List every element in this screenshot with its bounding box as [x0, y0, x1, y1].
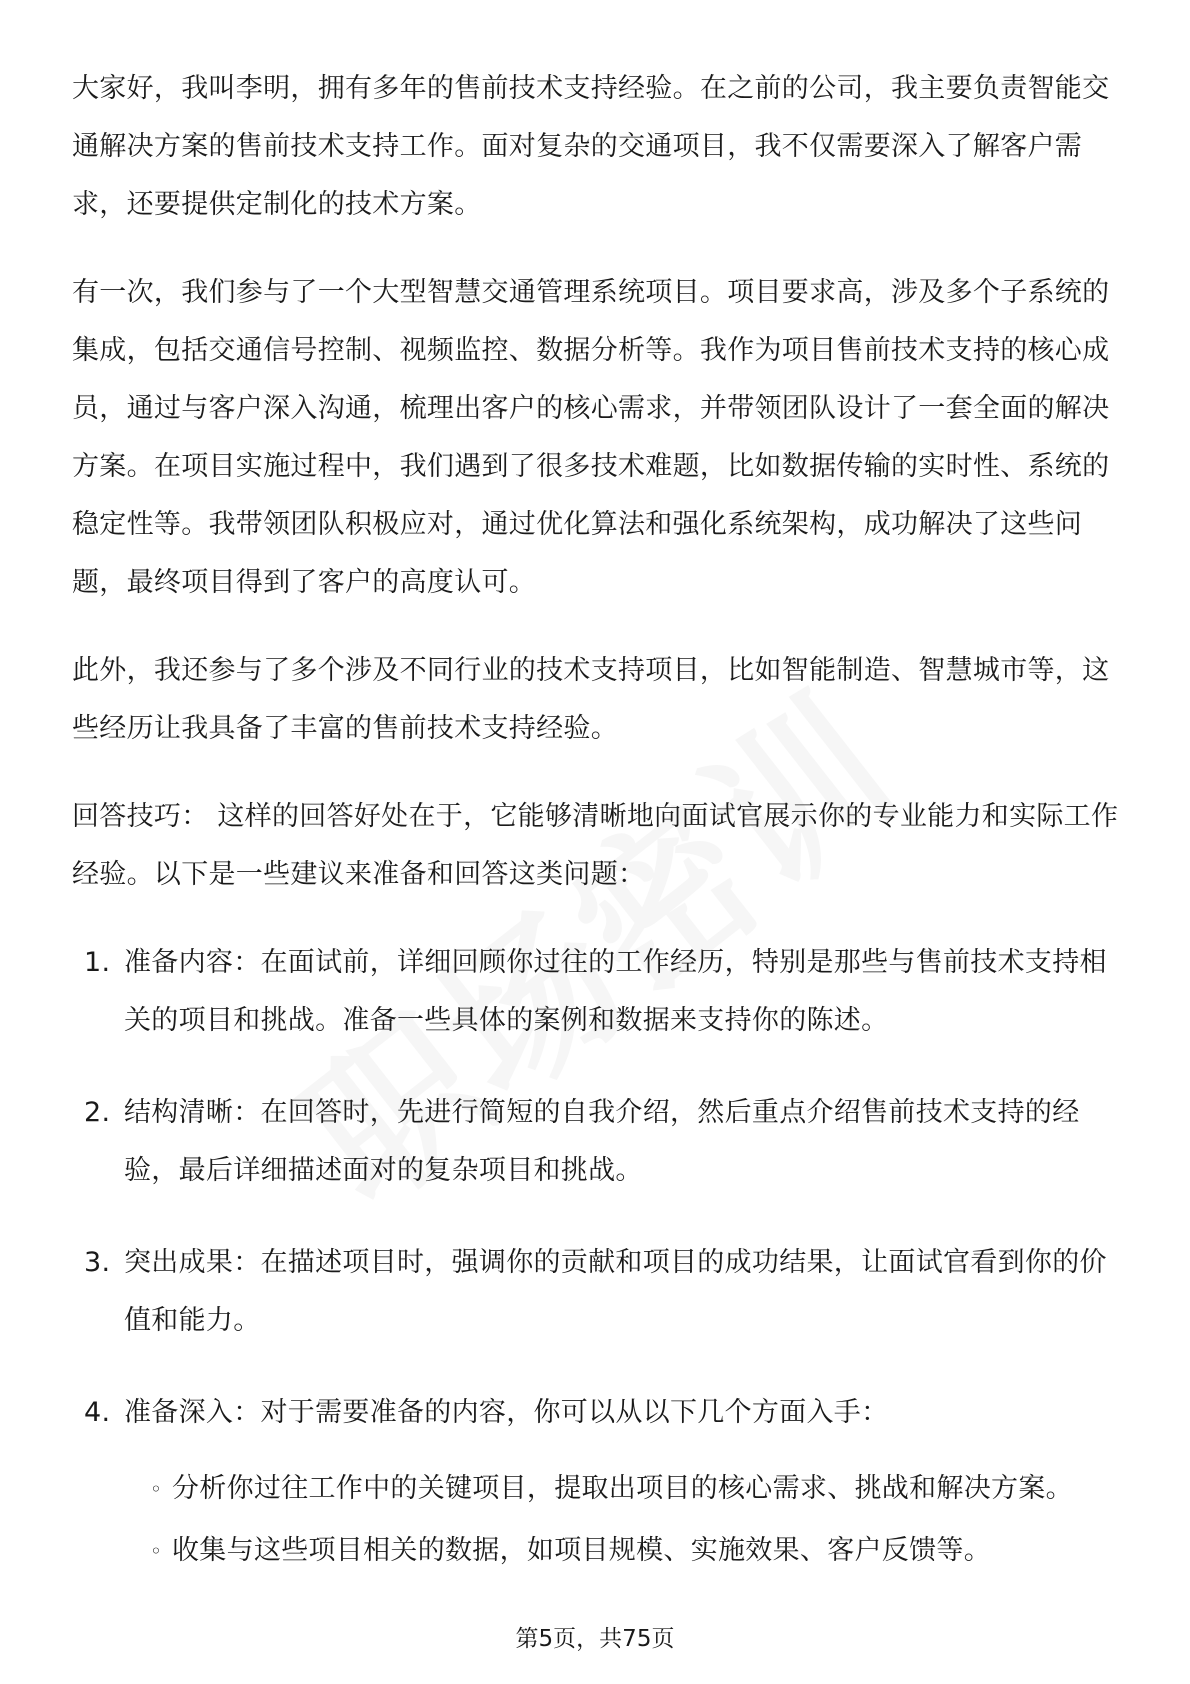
- paragraph-tips: 回答技巧： 这样的回答好处在于，它能够清晰地向面试官展示你的专业能力和实际工作经验。以下是一些建议来准备和回答这类问题：: [72, 801, 1119, 890]
- paragraph-other-projects: 此外，我还参与了多个涉及不同行业的技术支持项目，比如智能制造、智慧城市等，这些经历让我具备了丰富的售前技术支持经验。: [72, 655, 1110, 744]
- sub-list-item-text: 收集与这些项目相关的数据，如项目规模、实施效果、客户反馈等。: [172, 1535, 991, 1566]
- sub-list-item: [124, 1522, 1122, 1580]
- paragraph-intro: 大家好，我叫李明，拥有多年的售前技术支持经验。在之前的公司，我主要负责智能交通解决方案的售前技术支持工作。面对复杂的交通项目，我不仅需要深入了解客户需求，还要提供定制化的技术方案。: [72, 73, 1110, 220]
- list-number: 1.: [84, 947, 111, 978]
- list-number: 3.: [84, 1247, 111, 1278]
- list-item-text: 结构清晰：在回答时，先进行简短的自我介绍，然后重点介绍售前技术支持的经验，最后详细描述面对的复杂项目和挑战。: [124, 1097, 1080, 1186]
- list-number: 2.: [84, 1097, 111, 1128]
- list-number: 4.: [84, 1397, 111, 1428]
- paragraph-project: 有一次，我们参与了一个大型智慧交通管理系统项目。项目要求高，涉及多个子系统的集成，包括交通信号控制、视频监控、数据分析等。我作为项目售前技术支持的核心成员，通过与客户深入沟通，梳理出客户的核心需求，并带领团队设计了一套全面的解决方案。在项目实施过程中，我们遇到了很多技术难题，比如数据传输的实时性、系统的稳定性等。我带领团队积极应对，通过优化算法和强化系统架构，成功解决了这些问题，最终项目得到了客户的高度认可。: [72, 277, 1110, 598]
- tips-list: [72, 934, 1122, 1580]
- page-number: 第5页，共75页: [515, 1626, 675, 1652]
- list-item: [72, 1234, 1122, 1350]
- list-item-text: 准备内容：在面试前，详细回顾你过往的工作经历，特别是那些与售前技术支持相关的项目和挑战。准备一些具体的案例和数据来支持你的陈述。: [124, 947, 1107, 1036]
- bullet-icon: ◦: [150, 1477, 163, 1501]
- sub-list: [124, 1460, 1122, 1580]
- list-item: [72, 1084, 1122, 1200]
- sub-list-item-text: 分析你过往工作中的关键项目，提取出项目的核心需求、挑战和解决方案。: [172, 1473, 1073, 1504]
- document-body: [72, 60, 1122, 1584]
- list-item-text: 准备深入：对于需要准备的内容，你可以从以下几个方面入手：: [124, 1397, 889, 1428]
- sub-list-item: [124, 1460, 1122, 1518]
- list-item: [72, 934, 1122, 1050]
- list-item: [72, 1384, 1122, 1580]
- list-item-text: 突出成果：在描述项目时，强调你的贡献和项目的成功结果，让面试官看到你的价值和能力。: [124, 1247, 1107, 1336]
- bullet-icon: ◦: [150, 1539, 163, 1563]
